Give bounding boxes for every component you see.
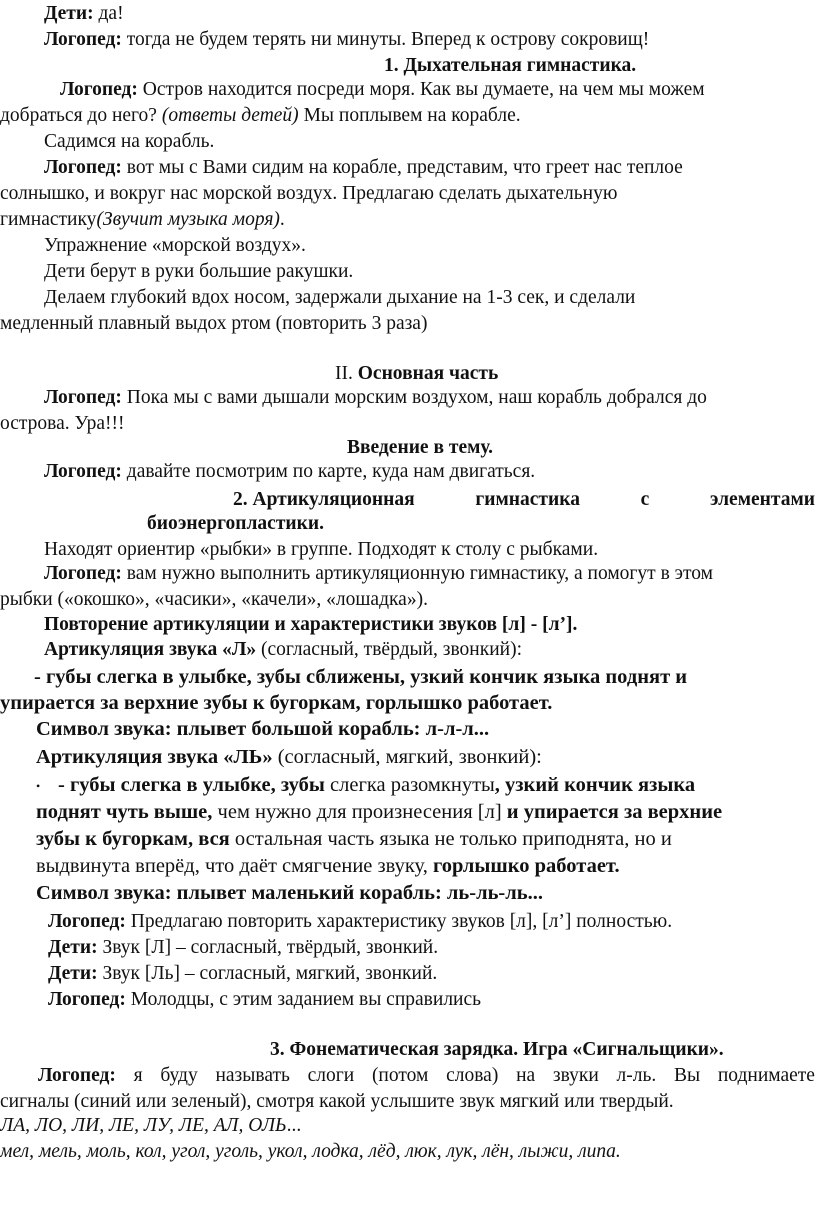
heading-text: Основная часть bbox=[357, 363, 499, 384]
speaker-label: Логопед: bbox=[44, 461, 122, 482]
line-text: чем нужно для произнесения [л] bbox=[212, 801, 507, 823]
heading-breathing bbox=[384, 53, 636, 79]
line-word: буду bbox=[160, 1065, 198, 1086]
speaker-label: Логопед: bbox=[38, 1065, 116, 1086]
line-word: называть bbox=[215, 1065, 290, 1086]
heading-main-part bbox=[335, 361, 498, 387]
line-word: Вы bbox=[674, 1065, 701, 1086]
line-children-soft-l bbox=[48, 961, 437, 987]
heading-articulation bbox=[233, 487, 815, 513]
heading-word: 2. Артикуляционная bbox=[233, 489, 415, 510]
line-text: Остров находится посреди моря. Как вы думаете, на чем мы можем bbox=[137, 79, 705, 100]
line-text: остальная часть языка не только приподнята, но и bbox=[229, 828, 672, 850]
line-text: солнышко, и вокруг нас морской воздух. Предлагаю сделать дыхательную bbox=[0, 183, 618, 204]
line-sound-l-soft-desc-4 bbox=[36, 853, 620, 879]
words-text: мел, мель, моль, кол, угол, уголь, укол, лодка, лёд, люк, лук, лён, лыжи, липа. bbox=[0, 1141, 621, 1162]
line-text: (согласный, мягкий, звонкий): bbox=[272, 746, 542, 768]
line-text: Звук [Ль] – согласный, мягкий, звонкий. bbox=[97, 963, 438, 984]
line-text: - губы слегка в улыбке, зубы сближены, узкий кончик языка поднят и bbox=[34, 666, 688, 688]
line-gymnastics-music bbox=[0, 207, 285, 233]
heading-text: 3. Фонематическая зарядка. Игра «Сигнальщики». bbox=[270, 1039, 724, 1060]
line-on-ship bbox=[44, 155, 683, 181]
line-word: (потом bbox=[371, 1065, 429, 1086]
line-sound-l-title bbox=[44, 637, 522, 663]
line-sound-l-soft-desc-3 bbox=[36, 826, 672, 852]
line-signal-game-2 bbox=[0, 1089, 674, 1115]
line-sound-l-desc-2 bbox=[0, 690, 552, 716]
speaker-label: Дети: bbox=[44, 3, 94, 24]
line-text: Молодцы, с этим заданием вы справились bbox=[125, 989, 482, 1010]
line-word: слоги bbox=[307, 1065, 355, 1086]
line-well-done bbox=[48, 987, 481, 1013]
line-exhale bbox=[0, 311, 427, 337]
line-text: тогда не будем терять ни минуты. Вперед к острову сокровищ! bbox=[121, 29, 650, 50]
line-text: горлышко работает. bbox=[432, 855, 620, 877]
stage-note: (Звучит музыка моря) bbox=[96, 209, 280, 230]
line-text: выдвинута вперёд, что даёт смягчение звуку, bbox=[36, 855, 433, 877]
line-text: Пока мы с вами дышали морским воздухом, наш корабль добрался до bbox=[121, 387, 707, 408]
bullet-icon: • bbox=[36, 779, 41, 793]
line-text: острова. Ура!!! bbox=[0, 413, 125, 434]
speaker-label: Логопед: bbox=[44, 157, 122, 178]
line-text: (согласный, твёрдый, звонкий): bbox=[256, 639, 522, 660]
line-exercise-sea-air bbox=[44, 233, 306, 259]
line-word: я bbox=[133, 1065, 143, 1086]
line-text: . bbox=[279, 209, 285, 230]
heading-phonematic bbox=[270, 1037, 724, 1063]
line-text: Звук [Л] – согласный, твёрдый, звонкий. bbox=[97, 937, 439, 958]
line-text: Повторение артикуляции и характеристики звуков [л] - [л’]. bbox=[44, 614, 578, 635]
line-text: Садимся на корабль. bbox=[44, 131, 215, 152]
line-sound-l-soft-desc-1 bbox=[58, 772, 695, 798]
line-word: звуки bbox=[552, 1065, 599, 1086]
line-text: упирается за верхние зубы к бугоркам, горлышко работает. bbox=[0, 692, 553, 714]
roman-numeral: II bbox=[335, 363, 348, 384]
heading-word: гимнастика bbox=[475, 489, 580, 510]
line-word: л-ль. bbox=[616, 1065, 657, 1086]
speaker-label: Логопед: bbox=[48, 989, 126, 1010]
line-hooray bbox=[0, 411, 124, 437]
line-sound-l-soft-desc-2 bbox=[36, 799, 722, 825]
line-word: поднимаете bbox=[717, 1065, 815, 1086]
line-text: Артикуляция звука «Л» bbox=[44, 639, 257, 660]
heading-intro-topic bbox=[347, 435, 493, 461]
heading-separator: . bbox=[348, 363, 358, 384]
line-reach-island bbox=[0, 103, 521, 129]
line-syllables bbox=[0, 1113, 301, 1139]
line-text: Символ звука: плывет маленький корабль: ль-ль-ль... bbox=[36, 882, 543, 904]
heading-text: биоэнергопластики. bbox=[147, 513, 324, 534]
line-text: вам нужно выполнить артикуляционную гимнастику, а помогут в этом bbox=[121, 563, 714, 584]
speaker-label: Логопед: bbox=[44, 563, 122, 584]
line-text: Мы поплывем на корабле. bbox=[298, 105, 521, 126]
line-signal-game-1 bbox=[38, 1063, 815, 1089]
line-text: гимнастику bbox=[0, 209, 97, 230]
line-text: поднят чуть выше, bbox=[36, 801, 213, 823]
speaker-label: Дети: bbox=[48, 963, 98, 984]
line-text: слегка разомкнуты bbox=[324, 774, 495, 796]
line-text: Упражнение «морской воздух». bbox=[44, 235, 306, 256]
line-text: Предлагаю повторить характеристику звуков [л], [л’] полностью. bbox=[125, 911, 673, 932]
heading-word: с bbox=[640, 489, 650, 510]
line-text: Символ звука: плывет большой корабль: л-л-л... bbox=[36, 718, 490, 740]
line-text: , узкий кончик языка bbox=[494, 774, 696, 796]
line-deep-breath bbox=[44, 285, 635, 311]
line-words bbox=[0, 1139, 621, 1165]
line-sound-l-desc-1 bbox=[34, 664, 687, 690]
syllables-text: ЛА, ЛО, ЛИ, ЛЕ, ЛУ, ЛЕ, АЛ, ОЛЬ bbox=[0, 1115, 287, 1136]
line-text: Дети берут в руки большие ракушки. bbox=[44, 261, 354, 282]
line-ship-arrived bbox=[44, 385, 707, 411]
line-text: ... bbox=[286, 1115, 302, 1136]
line-text: вот мы с Вами сидим на корабле, представим, что греет нас теплое bbox=[121, 157, 683, 178]
line-text: Артикуляция звука «ЛЬ» bbox=[36, 746, 273, 768]
line-text: сигналы (синий или зеленый), смотря какой услышите звук мягкий или твердый. bbox=[0, 1091, 674, 1112]
line-sound-l-symbol bbox=[36, 716, 489, 742]
line-text: Находят ориентир «рыбки» в группе. Подходят к столу с рыбками. bbox=[44, 539, 599, 560]
line-articulation-task bbox=[44, 561, 713, 587]
line-word: на bbox=[516, 1065, 536, 1086]
speaker-label: Логопед: bbox=[44, 29, 122, 50]
heading-bioenergoplastics bbox=[147, 511, 324, 537]
line-text: и упирается за верхние bbox=[506, 801, 723, 823]
speaker-label: Логопед: bbox=[48, 911, 126, 932]
speaker-label: Логопед: bbox=[44, 387, 122, 408]
line-island-question bbox=[60, 77, 705, 103]
line-text: рыбки («окошко», «часики», «качели», «лошадка»). bbox=[0, 589, 428, 610]
line-sound-l-soft-symbol bbox=[36, 880, 543, 906]
heading-text: Введение в тему. bbox=[347, 437, 494, 458]
heading-word: элементами bbox=[710, 489, 815, 510]
stage-note: (ответы детей) bbox=[161, 105, 299, 126]
line-therapist-island bbox=[44, 27, 649, 53]
line-text: зубы к бугоркам, bbox=[36, 828, 194, 850]
line-shells bbox=[44, 259, 353, 285]
line-sun-sea-air bbox=[0, 181, 617, 207]
line-children-yes bbox=[44, 1, 124, 27]
line-text: - губы слегка в улыбке, зубы bbox=[58, 774, 325, 796]
heading-text: 1. Дыхательная гимнастика. bbox=[384, 55, 637, 76]
line-word: слова) bbox=[446, 1065, 499, 1086]
line-text: медленный плавный выдох ртом (повторить 3 раза) bbox=[0, 313, 428, 334]
line-sound-l-soft-title bbox=[36, 744, 542, 770]
line-text: вся bbox=[193, 828, 230, 850]
line-text: добраться до него? bbox=[0, 105, 162, 126]
line-map bbox=[44, 459, 535, 485]
speaker-label: Дети: bbox=[48, 937, 98, 958]
line-repeat-characteristics bbox=[48, 909, 672, 935]
line-board-ship bbox=[44, 129, 214, 155]
line-text: давайте посмотрим по карте, куда нам двигаться. bbox=[121, 461, 536, 482]
line-fish-exercises bbox=[0, 587, 428, 613]
line-children-hard-l bbox=[48, 935, 438, 961]
line-repeat-articulation bbox=[44, 612, 577, 638]
speaker-label: Логопед: bbox=[60, 79, 138, 100]
line-text: Делаем глубокий вдох носом, задержали дыхание на 1-3 сек, и сделали bbox=[44, 287, 636, 308]
line-text: да! bbox=[93, 3, 124, 24]
line-fish-landmark bbox=[44, 537, 598, 563]
